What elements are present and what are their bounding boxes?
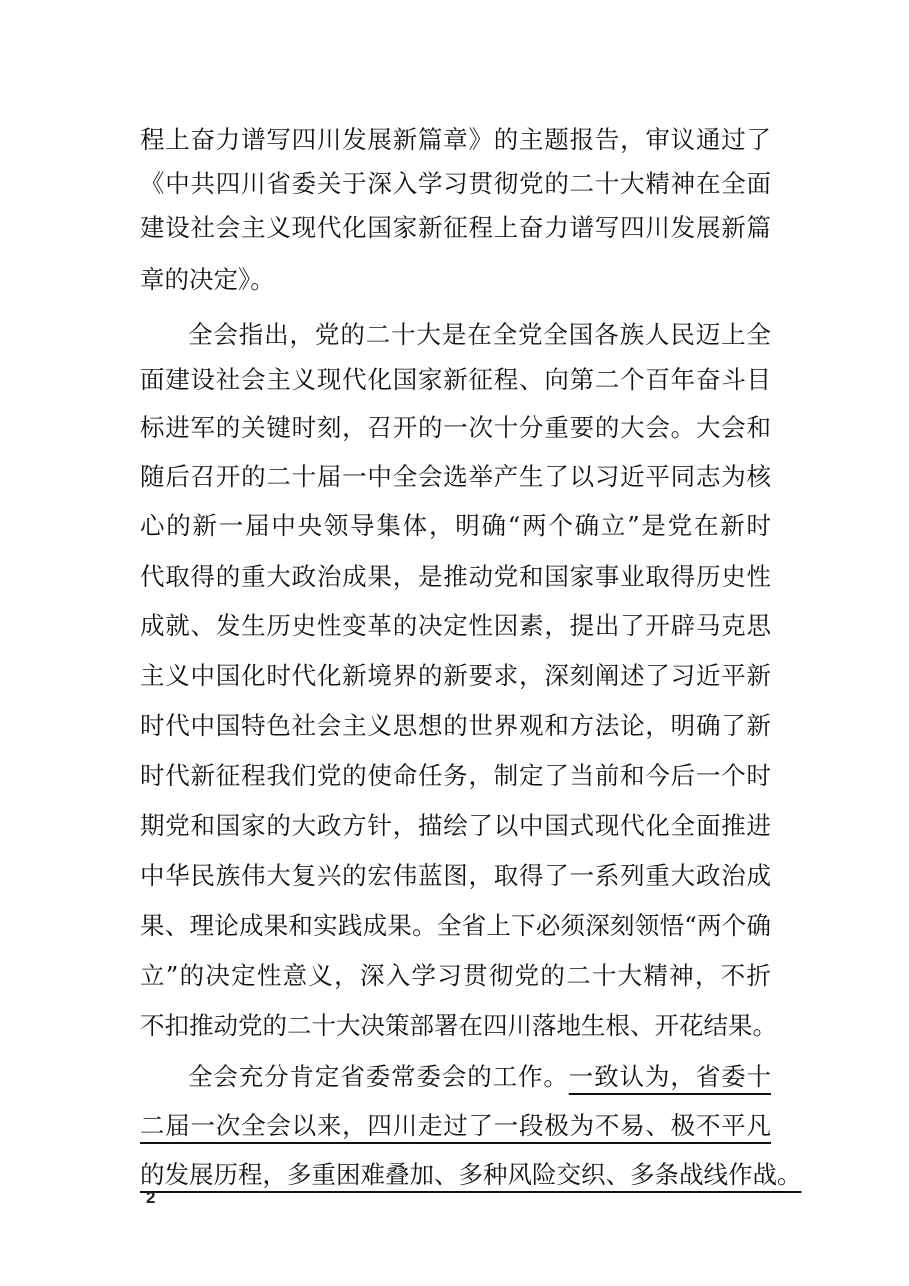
text-line-17: 果、理论成果和实践成果。全省上下必须深刻领悟“两个确 <box>140 911 771 940</box>
underlined-line-2: 的发展历程，多重困难叠加、多种风险交织、多条战线作战。 <box>140 1160 802 1189</box>
text-line-11: 成就、发生历史性变革的决定性因素，提出了开辟马克思 <box>140 611 771 640</box>
underlined-line-1: 二届一次全会以来，四川走过了一段极为不易、极不平凡 <box>140 1111 771 1140</box>
paragraph-3-line-1 <box>188 1051 771 1103</box>
text-line-13: 时代中国特色社会主义思想的世界观和方法论，明确了新 <box>140 711 771 740</box>
paragraph-2-line-1: 全会指出，党的二十大是在全党全国各族人民迈上全 <box>188 320 771 349</box>
text-line-8: 随后召开的二十届一中全会选举产生了以习近平同志为核 <box>140 462 771 491</box>
text-line-10: 代取得的重大政治成果，是推动党和国家事业取得历史性 <box>140 562 771 591</box>
text-line-19: 不扣推动党的二十大决策部署在四川落地生根、开花结果。 <box>140 1011 777 1040</box>
text-line-9: 心的新一届中央领导集体，明确“两个确立”是党在新时 <box>140 511 771 540</box>
text-line-6: 面建设社会主义现代化国家新征程、向第二个百年奋斗目 <box>140 365 771 394</box>
page-number: 2 <box>146 1188 156 1207</box>
text-line-3: 建设社会主义现代化国家新征程上奋力谱写四川发展新篇 <box>140 213 771 242</box>
text-line-12: 主义中国化时代化新境界的新要求，深刻阐述了习近平新 <box>140 661 771 690</box>
text-line-7: 标进军的关键时刻，召开的一次十分重要的大会。大会和 <box>140 413 771 442</box>
text-line-16: 中华民族伟大复兴的宏伟蓝图，取得了一系列重大政治成 <box>140 861 771 890</box>
text-line-2: 《中共四川省委关于深入学习贯彻党的二十大精神在全面 <box>140 169 771 198</box>
text-line-4: 章的决定》。 <box>140 265 275 294</box>
text-line-15: 期党和国家的大政方针，描绘了以中国式现代化全面推进 <box>140 811 771 840</box>
paragraph-3-plain-text: 全会充分肯定省委常委会的工作。 <box>188 1062 569 1091</box>
text-line-1: 程上奋力谱写四川发展新篇章》的主题报告，审议通过了 <box>140 125 771 154</box>
text-line-18: 立”的决定性意义，深入学习贯彻党的二十大精神，不折 <box>140 961 771 990</box>
text-line-14: 时代新征程我们党的使命任务，制定了当前和今后一个时 <box>140 761 771 790</box>
paragraph-3-underlined-text: 一致认为，省委十 <box>568 1062 772 1091</box>
